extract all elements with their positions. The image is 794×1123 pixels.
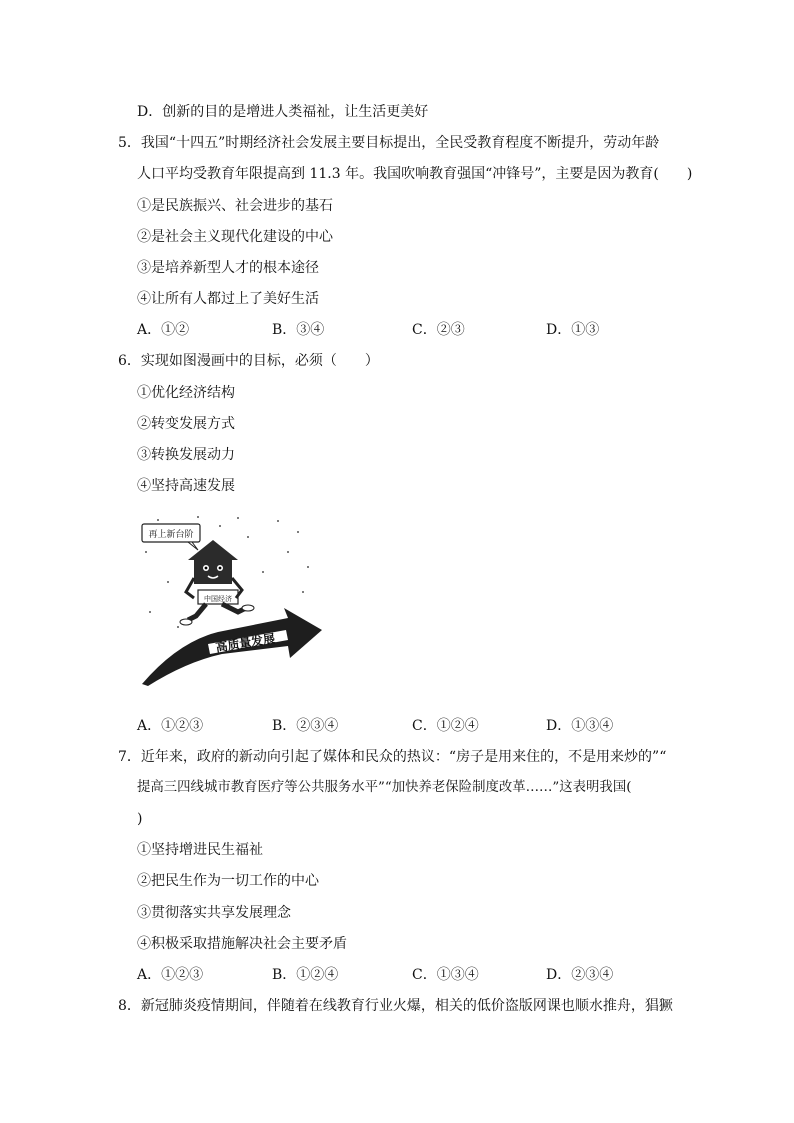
q5-item-3: ③是培养新型人才的根本途径 — [137, 260, 319, 276]
q7-item-4: ④积极采取措施解决社会主要矛盾 — [137, 936, 347, 952]
arrow-text: 高质量发展 — [214, 631, 277, 655]
q6-item-4: ④坚持高速发展 — [137, 478, 235, 494]
q7-item-2: ②把民生作为一切工作的中心 — [137, 873, 319, 889]
q5-option-b: B．③④ — [272, 322, 325, 338]
q6-option-d: D．①③④ — [546, 718, 614, 734]
q7-option-c: C．①③④ — [412, 967, 479, 983]
q7-item-3: ③贯彻落实共享发展理念 — [137, 905, 291, 921]
q7-option-d: D．②③④ — [546, 967, 614, 983]
q6-item-3: ③转换发展动力 — [137, 447, 235, 463]
q5-option-a: A．①② — [137, 322, 190, 338]
q7-stem-line-3: ) — [137, 811, 143, 827]
q8-stem-line-1: 8．新冠肺炎疫情期间，伴随着在线教育行业火爆，相关的低价盗版网课也顺水推舟，猖獗 — [118, 998, 673, 1014]
character-body-text: 中国经济 — [204, 595, 232, 603]
q4-option-d: D．创新的目的是增进人类福祉，让生活更美好 — [137, 104, 429, 120]
q7-stem-line-2: 提高三四线城市教育医疗等公共服务水平”“加快养老保险制度改革……”这表明我国( — [137, 780, 632, 795]
q7-option-a: A．①②③ — [137, 967, 204, 983]
q7-option-b: B．①②④ — [272, 967, 339, 983]
q5-item-4: ④让所有人都过上了美好生活 — [137, 291, 319, 307]
q5-item-2: ②是社会主义现代化建设的中心 — [137, 229, 333, 245]
cartoon-image — [138, 512, 328, 690]
q5-option-c: C．②③ — [412, 322, 465, 338]
q6-item-1: ①优化经济结构 — [137, 385, 235, 401]
q6-item-2: ②转变发展方式 — [137, 416, 235, 432]
q5-option-d: D．①③ — [546, 322, 600, 338]
q6-option-a: A．①②③ — [137, 718, 204, 734]
q5-item-1: ①是民族振兴、社会进步的基石 — [137, 198, 333, 214]
q6-option-c: C．①②④ — [412, 718, 479, 734]
q6-stem: 6．实现如图漫画中的目标，必须（ ） — [118, 353, 379, 369]
speech-bubble-text: 再上新台阶 — [148, 530, 194, 540]
q5-stem-line-2: 人口平均受教育年限提高到 11.3 年。我国吹响教育强国“冲锋号”，主要是因为教育( ) — [137, 166, 693, 182]
q7-item-1: ①坚持增进民生福祉 — [137, 842, 263, 858]
q5-stem-line-1: 5．我国“十四五”时期经济社会发展主要目标提出，全民受教育程度不断提升，劳动年龄 — [118, 135, 660, 151]
q7-stem-line-1: 7．近年来，政府的新动向引起了媒体和民众的热议：“房子是用来住的，不是用来炒的”“ — [118, 749, 667, 765]
q6-option-b: B．②③④ — [272, 718, 339, 734]
